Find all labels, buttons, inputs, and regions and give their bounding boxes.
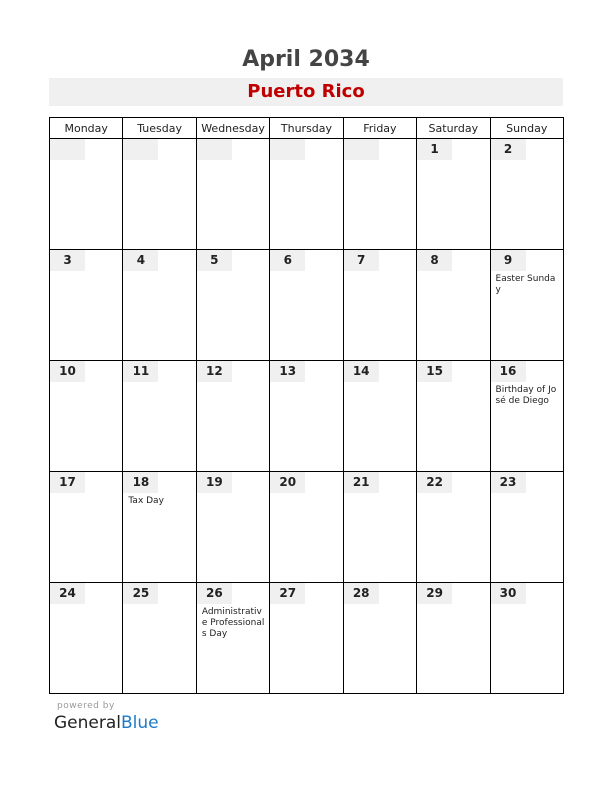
day-number: 25 [123,583,158,604]
day-cell [196,472,269,583]
day-cell [343,361,416,472]
day-number [197,139,232,160]
day-cell [123,583,196,694]
day-cell [417,139,490,250]
day-number: 26 [197,583,232,604]
calendar-grid [49,117,564,694]
weekday-header: Friday [343,118,416,139]
day-cell [343,583,416,694]
day-number: 2 [491,139,526,160]
day-number: 29 [417,583,452,604]
weekday-header: Monday [50,118,123,139]
day-cell [270,361,343,472]
day-cell [417,250,490,361]
day-number: 30 [491,583,526,604]
day-number: 18 [123,472,158,493]
day-number: 28 [344,583,379,604]
week-row [50,361,564,472]
holiday-label: Tax Day [128,496,164,506]
day-number: 24 [50,583,85,604]
holiday-label: Easter Sunday [495,274,556,295]
day-number: 12 [197,361,232,382]
day-cell [343,139,416,250]
day-cell [490,472,563,583]
weekday-header: Tuesday [123,118,196,139]
day-number: 17 [50,472,85,493]
brand-name-part2: Blue [121,713,159,733]
weekday-header: Saturday [417,118,490,139]
weekday-header: Wednesday [196,118,269,139]
day-cell [490,583,563,694]
day-number: 14 [344,361,379,382]
day-number: 8 [417,250,452,271]
day-number: 15 [417,361,452,382]
day-cell [123,472,196,583]
weekday-header: Thursday [270,118,343,139]
holiday-label: Administrative Professionals Day [201,607,265,639]
day-number [344,139,379,160]
day-number: 23 [491,472,526,493]
week-row [50,583,564,694]
day-cell [270,250,343,361]
day-cell [343,250,416,361]
day-number: 13 [270,361,305,382]
day-number [270,139,305,160]
day-cell [417,472,490,583]
day-cell [490,361,563,472]
brand-logo[interactable] [54,713,159,733]
day-number: 10 [50,361,85,382]
holiday-label: Birthday of José de Diego [495,385,557,406]
day-cell [123,361,196,472]
day-cell [270,139,343,250]
calendar-title: April 2034 [242,47,370,72]
day-number: 4 [123,250,158,271]
day-number: 7 [344,250,379,271]
day-number: 19 [197,472,232,493]
day-cell [417,583,490,694]
day-cell [123,139,196,250]
day-number [123,139,158,160]
day-cell [196,250,269,361]
day-number: 22 [417,472,452,493]
country-banner: Puerto Rico [49,78,563,106]
day-cell [490,139,563,250]
powered-by-label: powered by [57,701,115,711]
day-number: 11 [123,361,158,382]
day-cell [50,361,123,472]
day-cell [123,250,196,361]
day-number: 9 [491,250,526,271]
week-row [50,472,564,583]
day-number: 21 [344,472,379,493]
day-cell [270,472,343,583]
weekday-header: Sunday [490,118,563,139]
day-number [50,139,85,160]
day-number: 20 [270,472,305,493]
day-cell [196,361,269,472]
day-cell [196,139,269,250]
day-number: 3 [50,250,85,271]
week-row [50,250,564,361]
day-cell [490,250,563,361]
day-cell [50,472,123,583]
day-number: 6 [270,250,305,271]
day-number: 5 [197,250,232,271]
brand-name-part1: General [54,713,121,733]
day-cell [417,361,490,472]
day-cell [50,583,123,694]
day-cell [50,250,123,361]
day-number: 1 [417,139,452,160]
day-cell [196,583,269,694]
day-number: 27 [270,583,305,604]
day-number: 16 [491,361,526,382]
week-row [50,139,564,250]
day-cell [50,139,123,250]
day-cell [270,583,343,694]
day-cell [343,472,416,583]
weekday-header-row [50,118,564,139]
